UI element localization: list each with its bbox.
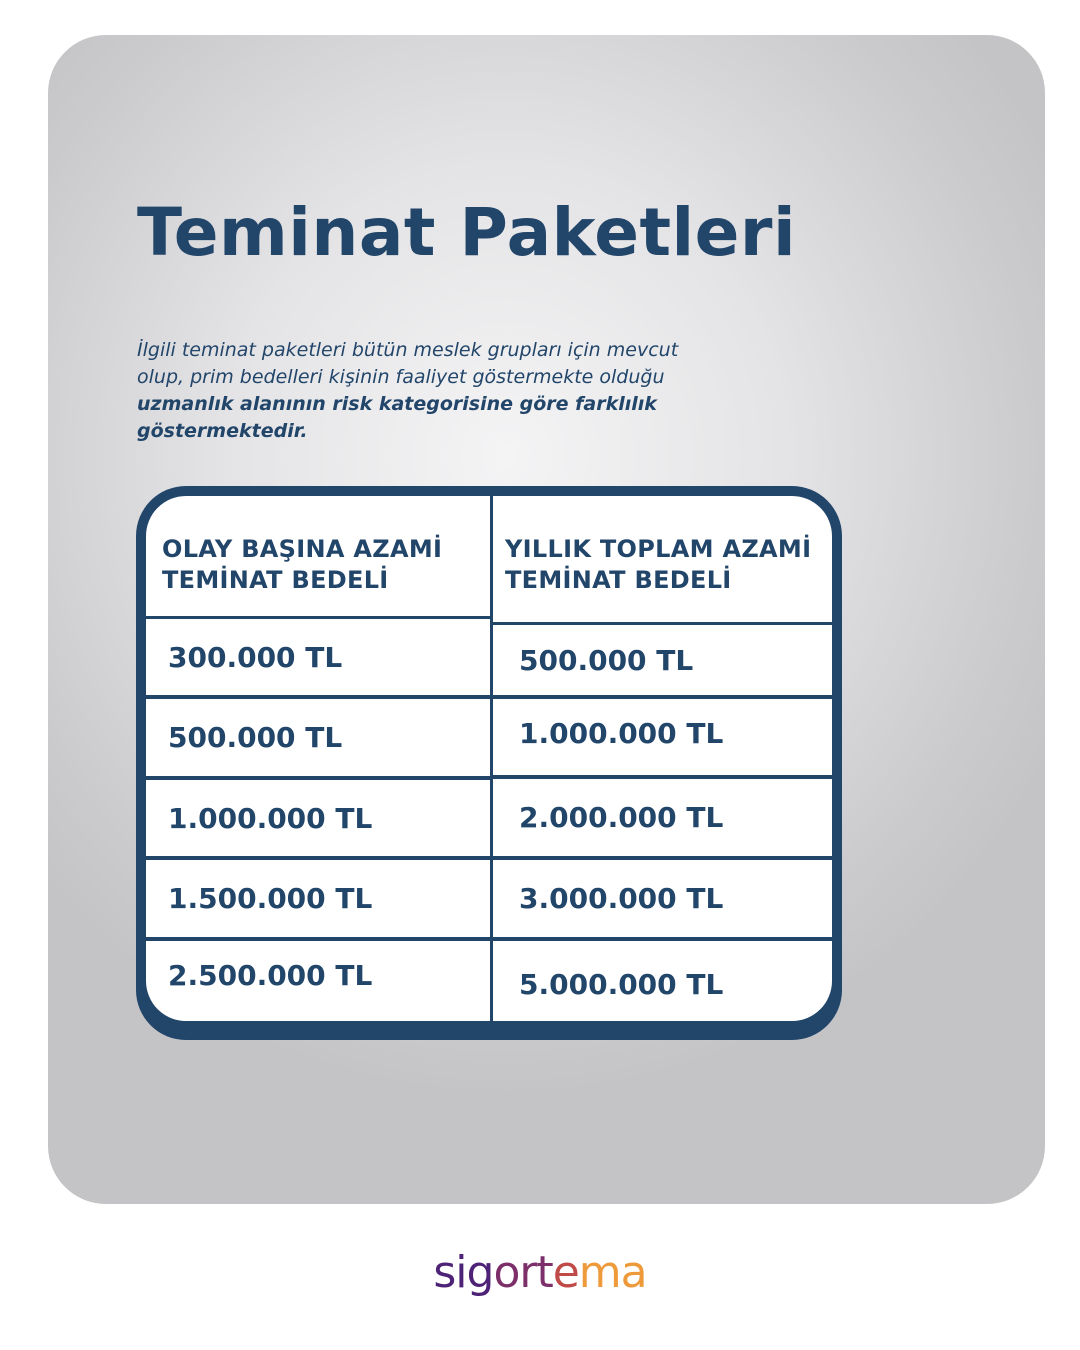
table-cell-per-event: 1.000.000 TL <box>146 780 490 856</box>
description-line-1: İlgili teminat paketleri bütün meslek grupları için mevcut <box>137 339 679 361</box>
logo-part: ort <box>493 1247 553 1298</box>
description-text <box>137 337 797 445</box>
table-cell-annual-total: 5.000.000 TL <box>493 941 832 1021</box>
sigortema-logo <box>0 1245 1080 1301</box>
table-cell-per-event: 1.500.000 TL <box>146 860 490 937</box>
table-cell-annual-total: 3.000.000 TL <box>493 860 832 937</box>
table-cell-annual-total: 1.000.000 TL <box>493 699 832 775</box>
table-header-per-event <box>146 496 490 616</box>
logo-part: sig <box>433 1247 494 1298</box>
header-line: TEMİNAT BEDELİ <box>505 566 732 594</box>
coverage-table <box>136 486 842 1040</box>
page-title: Teminat Paketleri <box>137 194 797 271</box>
logo-part: ma <box>578 1247 647 1298</box>
table-cell-per-event: 2.500.000 TL <box>146 941 490 1021</box>
table-header-annual-total <box>493 496 832 622</box>
table-cell-annual-total: 500.000 TL <box>493 625 832 695</box>
header-line: OLAY BAŞINA AZAMİ <box>162 535 443 563</box>
table-cell-per-event: 300.000 TL <box>146 619 490 695</box>
header-line: TEMİNAT BEDELİ <box>162 566 389 594</box>
description-line-2: olup, prim bedelleri kişinin faaliyet göstermekte olduğu <box>137 366 665 388</box>
description-line-4: göstermektedir. <box>137 420 308 442</box>
description-line-3: uzmanlık alanının risk kategorisine göre farklılık <box>137 393 657 415</box>
table-cell-per-event: 500.000 TL <box>146 699 490 776</box>
logo-part: e <box>552 1247 579 1298</box>
header-line: YILLIK TOPLAM AZAMİ <box>505 535 812 563</box>
table-cell-annual-total: 2.000.000 TL <box>493 779 832 856</box>
